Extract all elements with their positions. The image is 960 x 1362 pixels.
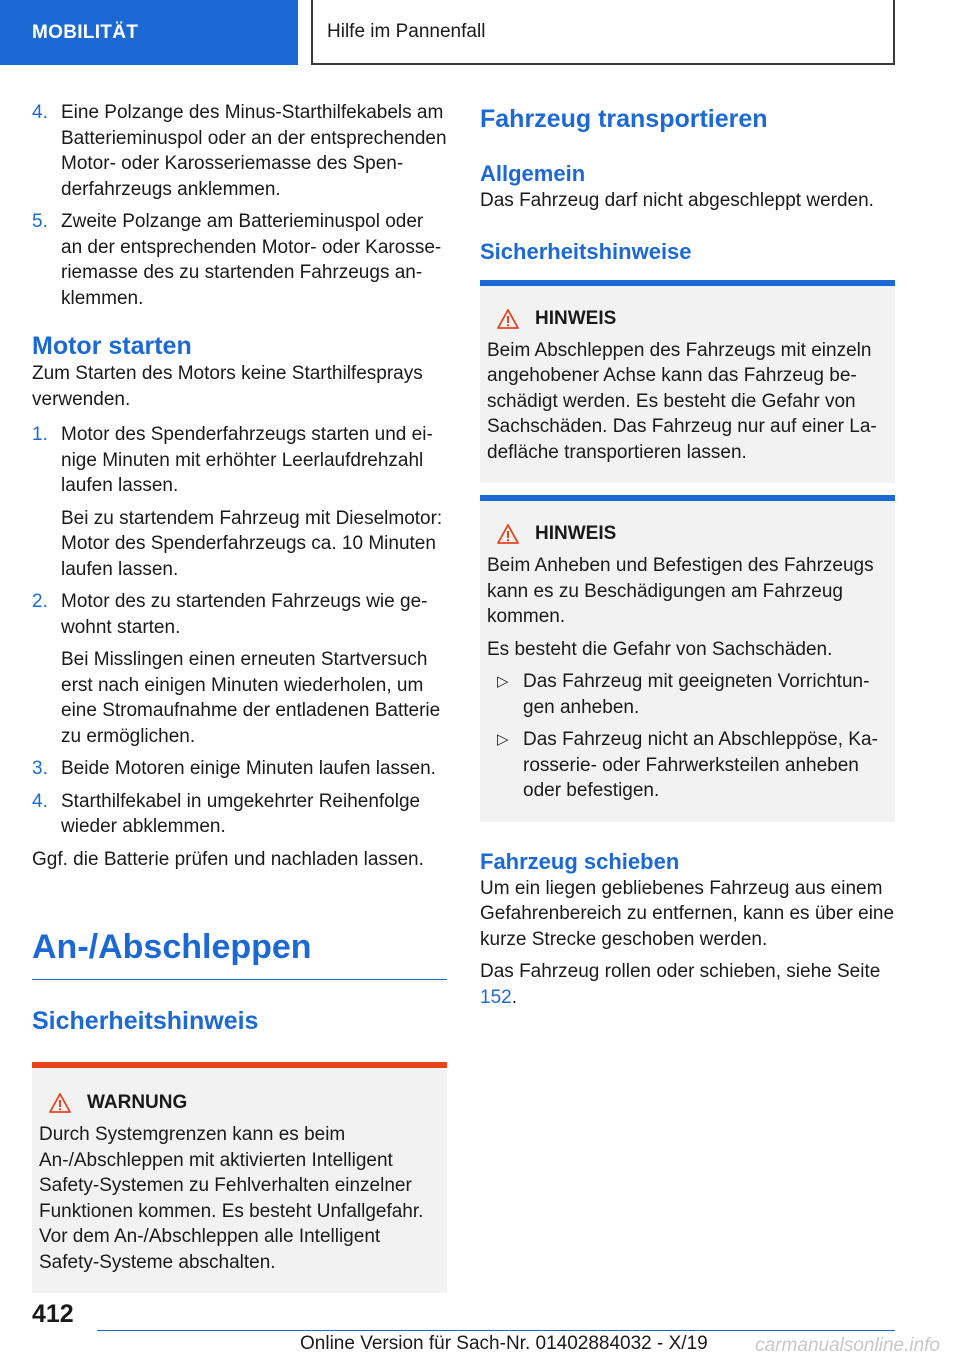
bullet-text: Das Fahrzeug mit geeigneten Vorrichtungen anheben. [523, 671, 870, 718]
note-text: Beim Abschleppen des Fahrzeugs mit einzeln angehobener Achse kann das Fahrzeug beschädigt werden. Es besteht die Gefahr von Sachschäden. Das Fahrzeug nur auf einer Ladefläche transportieren lassen. [487, 339, 877, 463]
push-reference-text [480, 959, 895, 1010]
step-text: Motor des Spenderfahrzeugs starten und einige Minuten mit erhöhter Leerlaufdrehzahl laufen lassen. [61, 424, 433, 496]
section-title: MOBILITÄT [32, 21, 139, 43]
note-text: Beim Anheben und Befestigen des Fahrzeugs kann es zu Beschädigungen am Fahrzeug kommen. [487, 555, 874, 627]
warning-label: WARNUNG [87, 1092, 188, 1114]
warning-box [32, 1062, 447, 1293]
warning-triangle-icon [496, 523, 520, 545]
chapter-title: Hilfe im Pannenfall [327, 20, 486, 42]
step-number: 4. [32, 102, 48, 123]
note-text: Es besteht die Gefahr von Sachschäden. [487, 638, 833, 660]
page-number: 412 [32, 1300, 74, 1328]
motor-start-intro: Zum Starten des Motors keine Starthilfesprays verwenden. [32, 363, 423, 410]
step-text: Beide Motoren einige Minuten laufen lassen. [61, 758, 436, 779]
jumpstart-steps-list [32, 100, 447, 311]
chapter-header [311, 0, 895, 65]
note-bullet-list [487, 669, 887, 804]
note-box-header [487, 521, 887, 547]
section-tab [0, 0, 298, 65]
right-column [480, 100, 895, 1017]
transport-heading: Fahrzeug transportieren [480, 105, 768, 133]
note-label: HINWEIS [535, 307, 617, 329]
push-reference-prefix: Das Fahrzeug rollen oder schieben, siehe Seite [480, 961, 881, 982]
warning-box-header [39, 1090, 439, 1116]
note-label: HINWEIS [535, 523, 617, 545]
step-number: 4. [32, 790, 48, 812]
warning-text: Durch Systemgrenzen kann es beim An-/Abschleppen mit aktivierten Intelligent Safety-Systemen zu Fehlverhalten einzelner Funktionen kommen. Es besteht Unfallgefahr. Vor dem An-/Abschleppen alle Intelligent Safety-Systeme abschalten. [39, 1124, 424, 1273]
note-box-2 [480, 495, 895, 822]
step-number: 3. [32, 758, 48, 779]
after-text: Ggf. die Batterie prüfen und nachladen lassen. [32, 848, 424, 870]
safety-heading: Sicherheitshinweis [32, 1007, 259, 1035]
warning-triangle-icon [496, 308, 520, 330]
list-item [32, 422, 447, 582]
bullet-text: Das Fahrzeug nicht an Abschleppöse, Karosserie- oder Fahrwerksteilen anheben oder befestigen. [523, 729, 878, 801]
step-number: 1. [32, 424, 48, 445]
list-item [32, 789, 447, 840]
note-box-1 [480, 280, 895, 484]
triangle-bullet-icon: ▷ [497, 673, 509, 690]
step-text: Zweite Polzange am Batterieminuspol oder an der entsprechenden Motor- oder Karosseriemasse des zu startenden Fahrzeugs anklemmen. [61, 211, 442, 309]
push-reference-suffix: . [511, 986, 517, 1008]
list-item [32, 756, 447, 782]
general-text: Das Fahrzeug darf nicht abgeschleppt werden. [480, 190, 874, 211]
list-item [32, 589, 447, 749]
triangle-bullet-icon: ▷ [497, 731, 509, 748]
step-number: 2. [32, 591, 48, 612]
general-heading: Allgemein [480, 161, 586, 186]
footer-version-text: Online Version für Sach-Nr. 01402884032 - X/19 [300, 1333, 708, 1354]
motor-start-heading: Motor starten [32, 332, 192, 360]
step-text: Eine Polzange des Minus-Starthilfekabels am Batterieminuspol oder an der entsprechenden Motor- oder Karosseriemasse des Spenderfahrzeugs anklemmen. [61, 102, 447, 200]
warning-triangle-icon [48, 1092, 72, 1114]
towing-heading: An-/Abschleppen [32, 879, 447, 980]
list-item [487, 727, 887, 804]
motor-start-steps-list [32, 422, 447, 840]
safety-notes-heading: Sicherheitshinweise [480, 238, 692, 264]
step-text: Motor des zu startenden Fahrzeugs wie gewohnt starten. [61, 591, 428, 638]
list-item [487, 669, 887, 720]
left-column [32, 100, 447, 1293]
footer-divider [97, 1330, 895, 1331]
watermark-text: carmanualsonline.info [755, 1335, 940, 1356]
push-heading: Fahrzeug schieben [480, 848, 680, 874]
step-extra-text: Bei zu startendem Fahrzeug mit Dieselmotor: Motor des Spenderfahrzeugs ca. 10 Minuten laufen lassen. [61, 507, 443, 580]
list-item [32, 209, 447, 311]
push-text: Um ein liegen gebliebenes Fahrzeug aus einem Gefahrenbereich zu entfernen, kann es über eine kurze Strecke geschoben werden. [480, 877, 895, 950]
step-number: 5. [32, 211, 48, 232]
list-item [32, 100, 447, 202]
step-extra-text: Bei Misslingen einen erneuten Startversuch erst nach einigen Minuten wiederholen, um eine Stromaufnahme der entladenen Batterie zu ermöglichen. [61, 649, 441, 747]
note-box-header [487, 306, 887, 332]
step-text: Starthilfekabel in umgekehrter Reihenfolge wieder abklemmen. [61, 790, 421, 837]
page-reference-link[interactable]: 152 [480, 986, 512, 1008]
